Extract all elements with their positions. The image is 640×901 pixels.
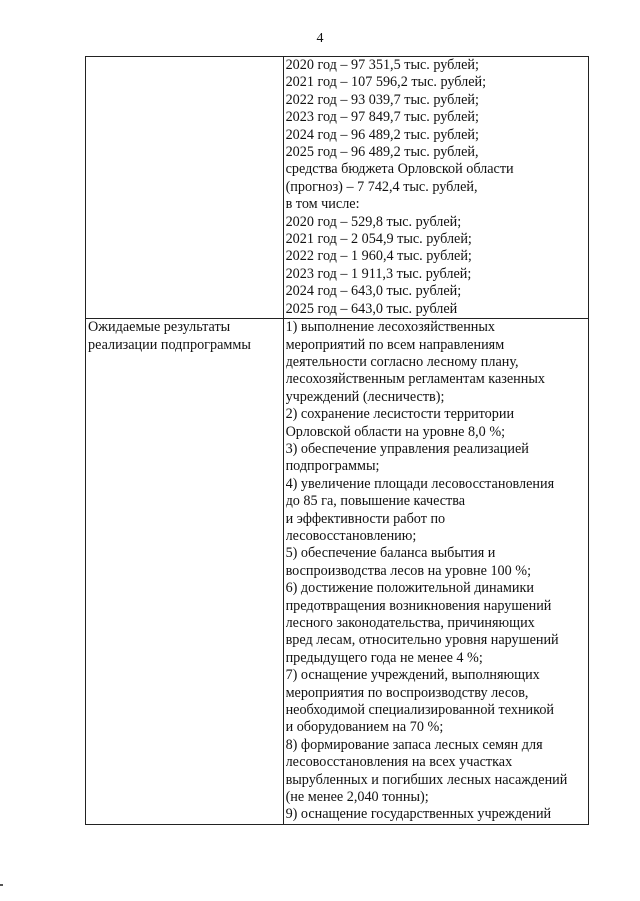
text-line: 2024 год – 643,0 тыс. рублей;: [285, 283, 462, 300]
text-line: деятельности согласно лесному плану,: [285, 353, 519, 370]
text-line: Орловской области на уровне 8,0 %;: [285, 423, 506, 440]
text-line: 2025 год – 96 489,2 тыс. рублей,: [285, 144, 479, 161]
table-row-funding: [86, 57, 589, 319]
text-line: 7) оснащение учреждений, выполняющих: [285, 667, 540, 684]
text-line: и эффективности работ по: [285, 510, 446, 527]
text-line: предотвращения возникновения нарушений: [285, 597, 552, 614]
text-line: лесовосстановлению;: [285, 527, 417, 544]
text-line: подпрограммы;: [285, 458, 380, 475]
row-value-cell: [283, 57, 588, 319]
text-line: 2022 год – 93 039,7 тыс. рублей;: [285, 91, 479, 108]
scan-edge-mark: [0, 884, 3, 886]
text-line: 2021 год – 2 054,9 тыс. рублей;: [285, 231, 472, 248]
text-line: в том числе:: [285, 196, 360, 213]
row-label-cell: [86, 319, 284, 825]
text-line: (прогноз) – 7 742,4 тыс. рублей,: [285, 178, 478, 195]
text-line: средства бюджета Орловской области: [285, 161, 514, 178]
text-line: 3) обеспечение управления реализацией: [285, 440, 529, 457]
row-label-line: Ожидаемые результаты: [88, 319, 231, 336]
text-line: лесохозяйственным регламентам казенных: [285, 371, 545, 388]
text-line: лесовосстановления на всех участках: [285, 754, 513, 771]
text-line: вырубленных и погибших лесных насаждений: [285, 771, 568, 788]
text-line: 8) формирование запаса лесных семян для: [285, 736, 543, 753]
text-line: лесного законодательства, причиняющих: [285, 615, 535, 631]
text-line: 5) обеспечение баланса выбытия и: [285, 545, 496, 562]
text-line: 2020 год – 97 351,5 тыс. рублей;: [285, 57, 479, 73]
text-line: и оборудованием на 70 %;: [285, 719, 444, 736]
text-line: предыдущего года не менее 4 %;: [285, 649, 483, 666]
text-line: (не менее 2,040 тонны);: [285, 789, 429, 806]
row-value-cell: [283, 319, 588, 825]
row-label-cell: [86, 57, 284, 319]
text-line: мероприятия по воспроизводству лесов,: [285, 684, 529, 701]
text-line: 2) сохранение лесистости территории: [285, 406, 515, 423]
text-line: 4) увеличение площади лесовосстановления: [285, 475, 555, 492]
text-line: вред лесам, относительно уровня нарушений: [285, 632, 559, 649]
text-line: учреждений (лесничеств);: [285, 388, 445, 405]
text-line: до 85 га, повышение качества: [285, 493, 466, 510]
text-line: воспроизводства лесов на уровне 100 %;: [285, 562, 532, 579]
text-line: 2025 год – 643,0 тыс. рублей: [285, 300, 458, 317]
text-line: 2023 год – 97 849,7 тыс. рублей;: [285, 109, 479, 126]
row-label-line: реализации подпрограммы: [88, 336, 251, 353]
text-line: 2021 год – 107 596,2 тыс. рублей;: [285, 74, 487, 91]
text-line: 2020 год – 529,8 тыс. рублей;: [285, 213, 462, 230]
text-line: 2023 год – 1 911,3 тыс. рублей;: [285, 265, 472, 282]
text-line: необходимой специализированной техникой: [285, 702, 555, 719]
text-line: 6) достижение положительной динамики: [285, 580, 534, 597]
text-line: мероприятий по всем направлениям: [285, 336, 505, 353]
text-line: 9) оснащение государственных учреждений: [285, 806, 552, 823]
page-number: 4: [316, 31, 324, 46]
passport-table: [85, 56, 589, 825]
text-line: 2022 год – 1 960,4 тыс. рублей;: [285, 248, 472, 265]
text-line: 2024 год – 96 489,2 тыс. рублей;: [285, 126, 479, 143]
text-line: 1) выполнение лесохозяйственных: [285, 319, 496, 336]
table-row-expected-results: [86, 319, 589, 825]
